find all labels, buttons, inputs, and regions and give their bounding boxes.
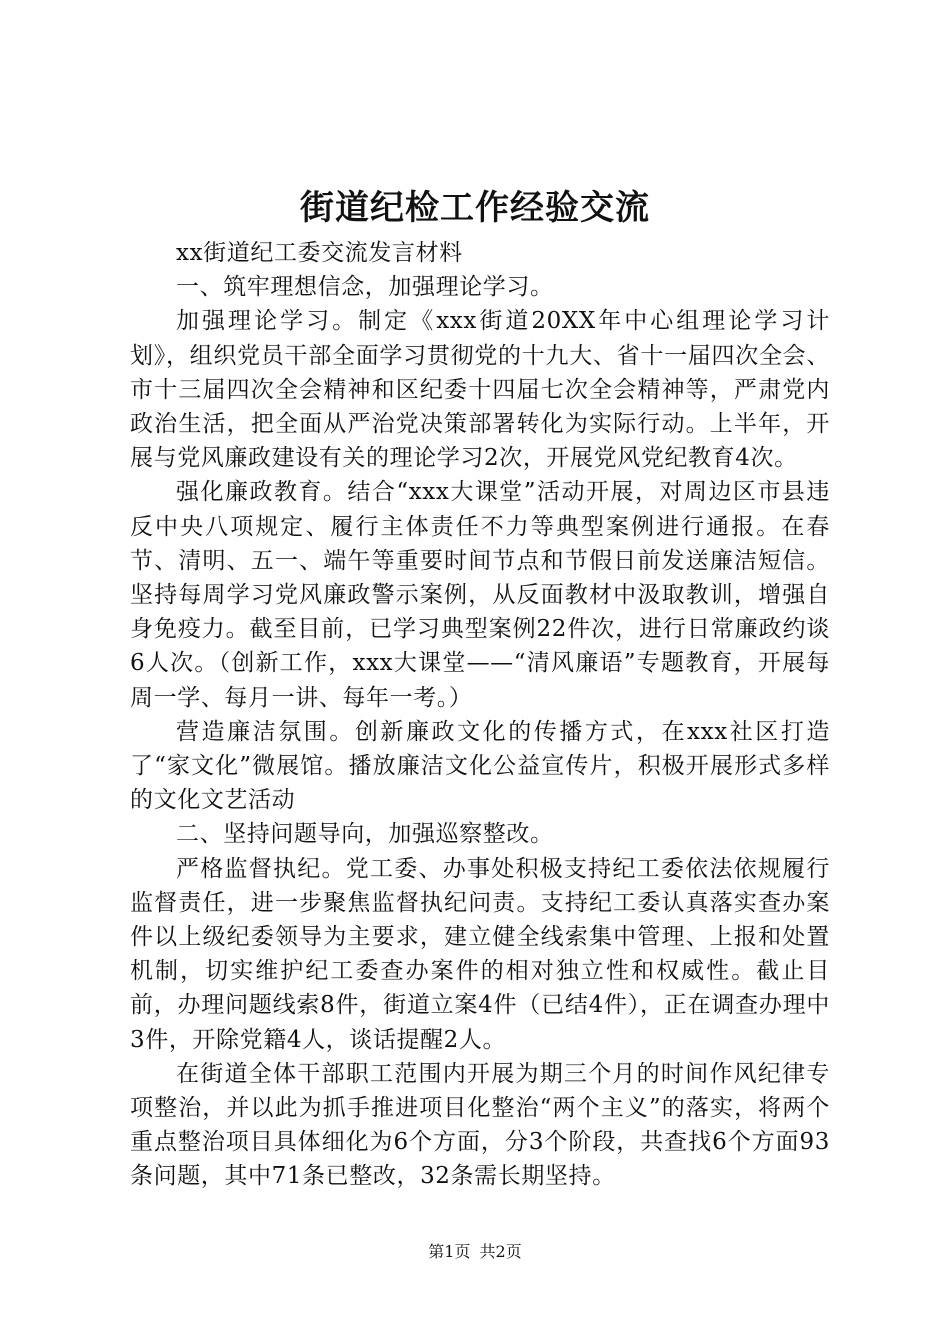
paragraph-supervision: 严格监督执纪。党工委、办事处积极支持纪工委依法依规履行监督责任，进一步聚焦监督执纪问责。支持纪工委认真落实查办案件以上级纪委领导为主要求，建立健全线索集中管理、上报和处置机制，切实维护纪工委查办案件的相对独立性和权威性。截止目前，办理问题线索8件，街道立案4件（已结4件），正在调查办理中3件，开除党籍4人，谈话提醒2人。 [130, 855, 830, 1053]
page-number-current: 第1页 [428, 1242, 471, 1261]
page-footer [0, 1240, 950, 1264]
paragraph-rectification: 在街道全体干部职工范围内开展为期三个月的时间作风纪律专项整治，并以此为抓手推进项目化整治“两个主义”的落实，将两个重点整治项目具体细化为6个方面，分3个阶段，共查找6个方面93条问题，其中71条已整改，32条需长期坚持。 [130, 1060, 830, 1190]
section-heading-1: 一、筑牢理想信念，加强理论学习。 [176, 274, 554, 301]
document-body [130, 236, 830, 1194]
paragraph-theory-study: 加强理论学习。制定《xxx街道20XX年中心组理论学习计划》，组织党员干部全面学习贯彻党的十九大、省十一届四次全会、市十三届四次全会精神和区纪委十四届七次全会精神等，严肃党内政治生活，把全面从严治党决策部署转化为实际行动。上半年，开展与党风廉政建设有关的理论学习2次，开展党风党纪教育4次。 [130, 308, 830, 472]
paragraph-integrity-atmosphere: 营造廉洁氛围。创新廉政文化的传播方式，在xxx社区打造了“家文化”微展馆。播放廉洁文化公益宣传片，积极开展形式多样的文化文艺活动 [130, 718, 830, 814]
paragraph-integrity-education: 强化廉政教育。结合“xxx大课堂”活动开展，对周边区市县违反中央八项规定、履行主体责任不力等典型案例进行通报。在春节、清明、五一、端午等重要时间节点和节假日前发送廉洁短信。坚持每周学习党风廉政警示案例，从反面教材中汲取教训，增强自身免疫力。截至目前，已学习典型案例22件次，进行日常廉政约谈6人次。（创新工作，xxx大课堂——“清风廉语”专题教育，开展每周一学、每月一讲、每年一考。） [130, 479, 830, 711]
paragraph-subtitle: xx街道纪工委交流发言材料 [176, 240, 463, 266]
section-heading-2: 二、坚持问题导向，加强巡察整改。 [176, 821, 554, 848]
page-number-total: 共2页 [479, 1242, 522, 1261]
document-title: 街道纪检工作经验交流 [300, 188, 650, 228]
